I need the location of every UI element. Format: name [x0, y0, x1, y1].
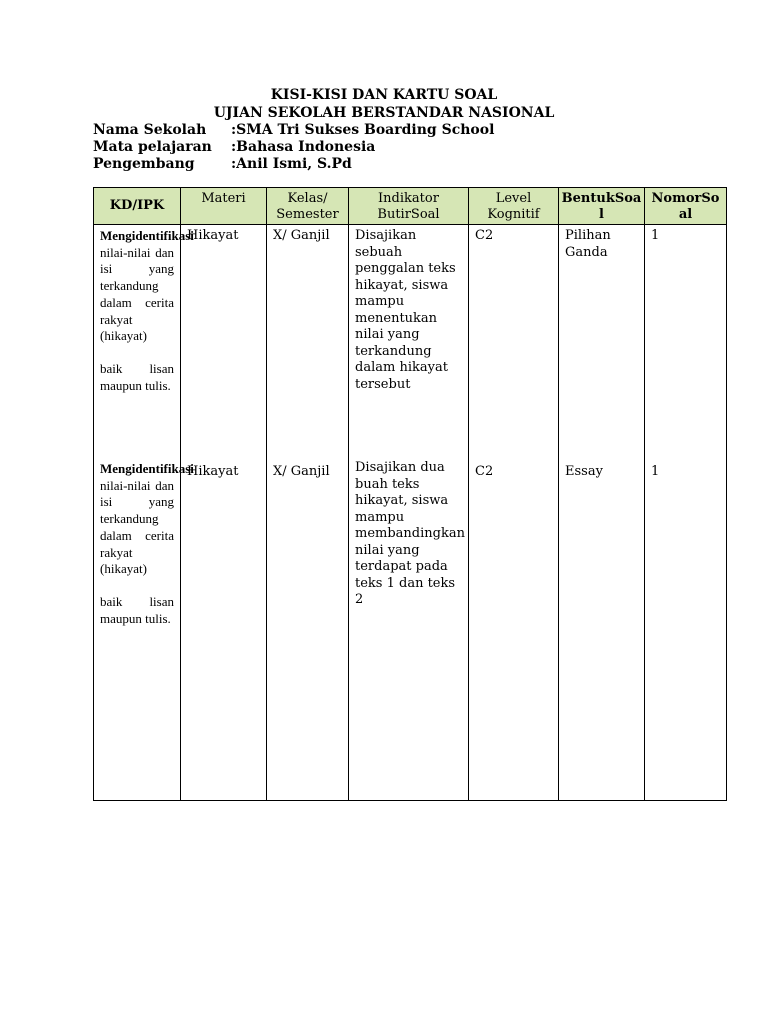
kd-text: nilai-nilai dan isi yang terkandung dalam cerita rakyat (hikayat): [100, 477, 174, 577]
header-level-line1: Level: [495, 191, 532, 206]
header-bentuk: [559, 188, 645, 225]
header-materi: Materi: [181, 188, 267, 225]
table-row: [94, 225, 727, 801]
cell-indikator: [349, 225, 469, 801]
info-developer: [93, 156, 352, 172]
cell-bentuk: [559, 225, 645, 801]
kd-keyword: Mengidentifikasi: [100, 461, 194, 476]
cell-kd: [94, 225, 194, 801]
info-subject-value: :Bahasa Indonesia: [231, 139, 376, 155]
info-school: [93, 122, 494, 138]
kelas-1: X/ Ganjil: [273, 228, 330, 243]
header-nomor: [645, 188, 727, 225]
materi-1: Hikayat: [187, 228, 239, 243]
header-indikator-line2: ButirSoal: [377, 207, 440, 222]
bentuk-1: Pilihan Ganda: [565, 228, 611, 260]
header-kd-ipk: KD/IPK: [94, 188, 181, 225]
info-school-label: Nama Sekolah: [93, 122, 207, 138]
info-school-value: :SMA Tri Sukses Boarding School: [231, 122, 495, 138]
materi-2: Hikayat: [187, 464, 239, 479]
level-2: C2: [475, 464, 494, 479]
header-level: [469, 188, 559, 225]
kd-text-2: baik lisan maupun tulis.: [100, 593, 174, 626]
header-kelas-line1: Kelas/: [287, 191, 328, 206]
info-developer-label: Pengembang: [93, 156, 195, 172]
header-indikator: [349, 188, 469, 225]
document-subtitle: UJIAN SEKOLAH BERSTANDAR NASIONAL: [213, 105, 555, 121]
kd-text: nilai-nilai dan isi yang terkandung dalam cerita rakyat (hikayat): [100, 244, 174, 344]
info-subject: [93, 139, 375, 155]
level-1: C2: [475, 228, 494, 243]
table-header-row: [94, 188, 727, 225]
header-nomor-line1: NomorSo: [651, 191, 720, 206]
kd-text-2: baik lisan maupun tulis.: [100, 360, 174, 393]
cell-nomor: [645, 225, 727, 801]
nomor-1: 1: [651, 228, 660, 243]
header-bentuk-line1: BentukSoa: [561, 191, 642, 206]
header-bentuk-line2: l: [599, 207, 604, 222]
document-title: KISI-KISI DAN KARTU SOAL: [270, 87, 498, 103]
indikator-2: Disajikan dua buah teks hikayat, siswa mampu membandingkan nilai yang terdapat pada teks 1 dan teks 2: [355, 460, 465, 607]
kd-block-2: [100, 461, 194, 627]
kd-block-1: [100, 228, 194, 394]
indikator-1: Disajikan sebuah penggalan teks hikayat, siswa mampu menentukan nilai yang terkandung dalam hikayat tersebut: [355, 228, 456, 392]
cell-level: [469, 225, 559, 801]
nomor-2: 1: [651, 464, 660, 479]
kisi-kisi-table: [93, 187, 727, 801]
cell-kelas: [267, 225, 349, 801]
header-kelas: [267, 188, 349, 225]
info-developer-value: :Anil Ismi, S.Pd: [231, 156, 352, 172]
header-indikator-line1: Indikator: [378, 191, 439, 206]
header-nomor-line2: al: [678, 207, 693, 222]
header-kelas-line2: Semester: [276, 207, 339, 222]
info-subject-label: Mata pelajaran: [93, 139, 212, 155]
bentuk-2: Essay: [565, 464, 603, 479]
kd-keyword: Mengidentifikasi: [100, 228, 194, 243]
header-level-line2: Kognitif: [487, 207, 540, 222]
kelas-2: X/ Ganjil: [273, 464, 330, 479]
cell-materi: [181, 225, 267, 801]
